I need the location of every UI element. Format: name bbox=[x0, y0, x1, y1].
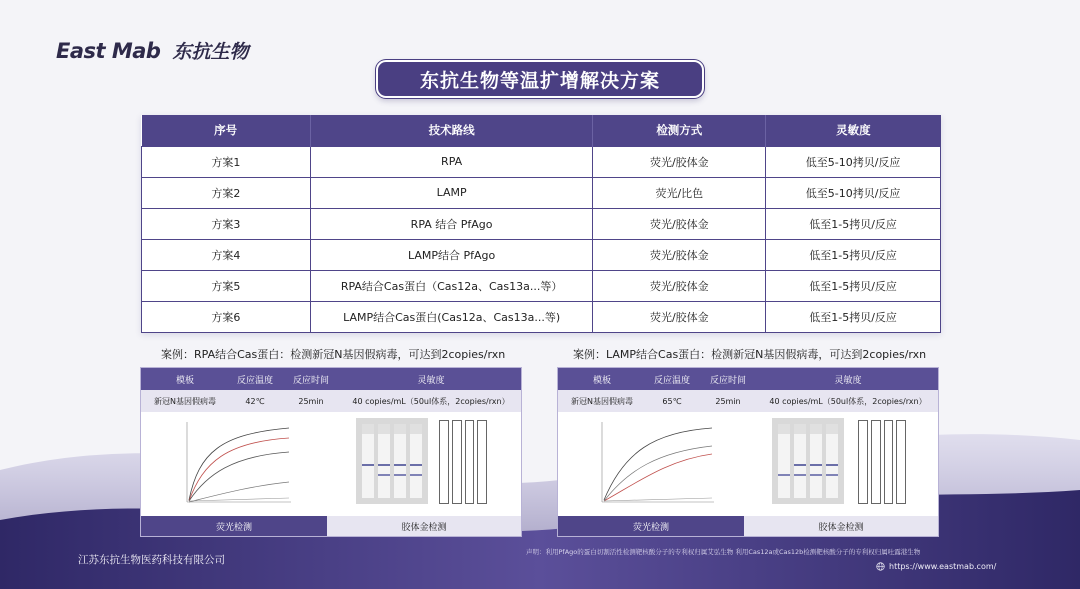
case-left-caption: 案例：RPA结合Cas蛋白：检测新冠N基因假病毒，可达到2copies/rxn bbox=[161, 348, 506, 361]
case-cell-temp: 65℃ bbox=[662, 396, 682, 406]
header-index: 序号 bbox=[142, 115, 311, 146]
case-cell-temp: 42℃ bbox=[245, 396, 265, 406]
cell-method: 荧光/胶体金 bbox=[593, 208, 766, 239]
table-header-row bbox=[142, 115, 941, 146]
solutions-table bbox=[141, 115, 941, 333]
header-route: 技术路线 bbox=[310, 115, 593, 146]
website-url[interactable]: https://www.eastmab.com/ bbox=[889, 562, 997, 571]
cell-route: LAMP bbox=[310, 177, 593, 208]
globe-icon bbox=[876, 562, 885, 571]
case-header-template: 模板 bbox=[175, 375, 194, 386]
cell-route: LAMP结合 PfAgo bbox=[310, 239, 593, 270]
table-row bbox=[142, 177, 941, 208]
case-left-footer bbox=[141, 516, 521, 536]
cell-method: 荧光/胶体金 bbox=[593, 146, 766, 177]
gold-strips-photo bbox=[356, 418, 428, 504]
cell-route: LAMP结合Cas蛋白(Cas12a、Cas13a...等) bbox=[310, 301, 593, 332]
strip-diagram bbox=[858, 420, 906, 504]
case-right-row bbox=[558, 390, 938, 412]
page-title: 东抗生物等温扩增解决方案 bbox=[376, 60, 704, 98]
case-right-figures bbox=[558, 412, 938, 516]
case-right-caption: 案例：LAMP结合Cas蛋白：检测新冠N基因假病毒，可达到2copies/rxn bbox=[573, 348, 927, 361]
cell-method: 荧光/胶体金 bbox=[593, 301, 766, 332]
case-header-sensitivity: 灵敏度 bbox=[834, 375, 862, 386]
brand-latin: East Mab bbox=[56, 38, 161, 63]
website-link[interactable] bbox=[876, 562, 996, 571]
case-cell-sensitivity: 40 copies/mL（50ul体系，2copies/rxn） bbox=[352, 396, 510, 406]
brand-chinese: 东抗生物 bbox=[172, 41, 249, 63]
cell-sensitivity: 低至1-5拷贝/反应 bbox=[766, 301, 941, 332]
gold-strips-photo bbox=[772, 418, 844, 504]
cell-index: 方案4 bbox=[142, 239, 311, 270]
case-header-sensitivity: 灵敏度 bbox=[417, 375, 445, 386]
cell-index: 方案3 bbox=[142, 208, 311, 239]
table-row bbox=[142, 208, 941, 239]
cell-method: 荧光/比色 bbox=[593, 177, 766, 208]
cell-route: RPA 结合 PfAgo bbox=[310, 208, 593, 239]
case-cell-time: 25min bbox=[298, 396, 324, 406]
case-cell-time: 25min bbox=[715, 396, 741, 406]
table-row bbox=[142, 146, 941, 177]
header-sensitivity: 灵敏度 bbox=[766, 115, 941, 146]
cell-sensitivity: 低至5-10拷贝/反应 bbox=[766, 177, 941, 208]
case-left-row bbox=[141, 390, 521, 412]
gold-label: 胶体金检测 bbox=[744, 516, 938, 536]
case-right-panel bbox=[557, 367, 939, 537]
case-header-temp: 反应温度 bbox=[653, 375, 690, 386]
case-right-header bbox=[558, 368, 938, 390]
case-header-time: 反应时间 bbox=[709, 375, 746, 386]
cell-method: 荧光/胶体金 bbox=[593, 239, 766, 270]
cell-index: 方案6 bbox=[142, 301, 311, 332]
table-row bbox=[142, 301, 941, 332]
gold-label: 胶体金检测 bbox=[327, 516, 521, 536]
cell-sensitivity: 低至5-10拷贝/反应 bbox=[766, 146, 941, 177]
table-row bbox=[142, 270, 941, 301]
header-method: 检测方式 bbox=[593, 115, 766, 146]
fluorescence-label: 荧光检测 bbox=[141, 516, 327, 536]
patent-notice: 声明：利用PfAgo的蛋白切割活性检测靶核酸分子的专利权归属艾弘生物 利用Cas12a或Cas12b检测靶核酸分子的专利权归属吐露港生物 bbox=[526, 548, 921, 556]
cell-sensitivity: 低至1-5拷贝/反应 bbox=[766, 208, 941, 239]
cell-route: RPA bbox=[310, 146, 593, 177]
case-header-time: 反应时间 bbox=[292, 375, 329, 386]
brand-logo bbox=[56, 37, 248, 64]
cell-route: RPA结合Cas蛋白（Cas12a、Cas13a...等） bbox=[310, 270, 593, 301]
case-cell-sensitivity: 40 copies/mL（50ul体系，2copies/rxn） bbox=[769, 396, 927, 406]
strip-diagram bbox=[439, 420, 487, 504]
case-left-panel bbox=[140, 367, 522, 537]
cell-index: 方案2 bbox=[142, 177, 311, 208]
fluorescence-label: 荧光检测 bbox=[558, 516, 744, 536]
case-cell-template: 新冠N基因假病毒 bbox=[571, 396, 633, 406]
company-name: 江苏东抗生物医药科技有限公司 bbox=[78, 554, 225, 566]
case-right-footer bbox=[558, 516, 938, 536]
cell-index: 方案5 bbox=[142, 270, 311, 301]
case-cell-template: 新冠N基因假病毒 bbox=[154, 396, 216, 406]
table-row bbox=[142, 239, 941, 270]
case-header-temp: 反应温度 bbox=[236, 375, 273, 386]
cell-method: 荧光/胶体金 bbox=[593, 270, 766, 301]
cell-index: 方案1 bbox=[142, 146, 311, 177]
cell-sensitivity: 低至1-5拷贝/反应 bbox=[766, 239, 941, 270]
case-left-figures bbox=[141, 412, 521, 516]
case-header-template: 模板 bbox=[592, 375, 611, 386]
cell-sensitivity: 低至1-5拷贝/反应 bbox=[766, 270, 941, 301]
case-left-header bbox=[141, 368, 521, 390]
